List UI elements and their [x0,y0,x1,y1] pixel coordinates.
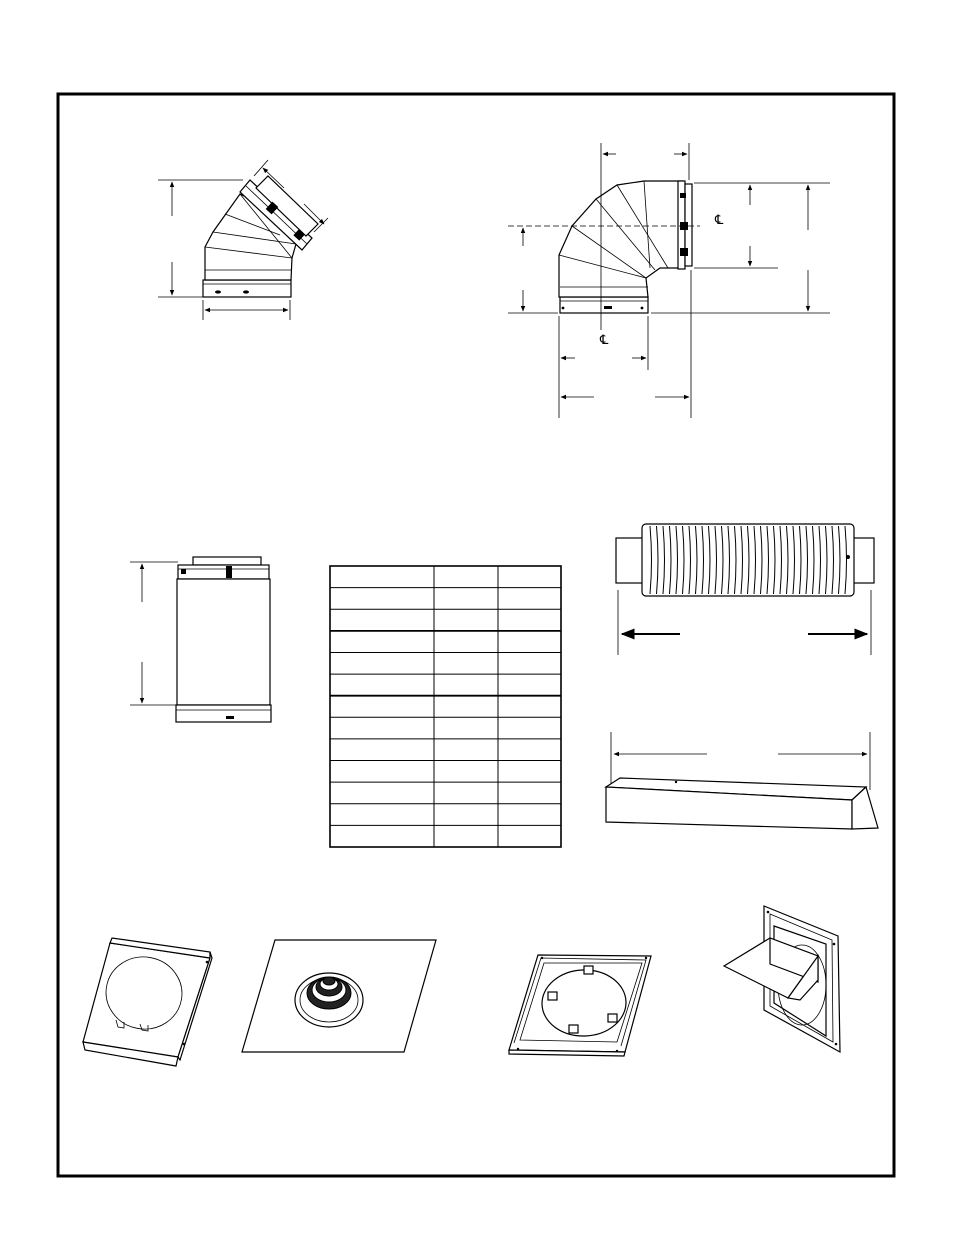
elbow-45-drawing [158,160,328,320]
wall-terminal-drawing [724,906,840,1052]
elbow-90-drawing [508,143,830,418]
roof-flashing-drawing [242,940,436,1052]
straight-pipe-drawing [130,557,271,722]
ceiling-firestop-drawing [83,938,212,1066]
vinyl-siding-standoff-drawing [606,732,878,829]
wall-firestop-drawing [509,955,651,1056]
parts-table [330,566,561,847]
parts-table-border [330,566,561,847]
centerline-symbol-horizontal: ℄ [715,213,724,228]
flashing-cone-ring [323,977,335,985]
flexible-pipe-drawing [616,524,874,655]
centerline-symbol-vertical: ℄ [600,333,609,348]
